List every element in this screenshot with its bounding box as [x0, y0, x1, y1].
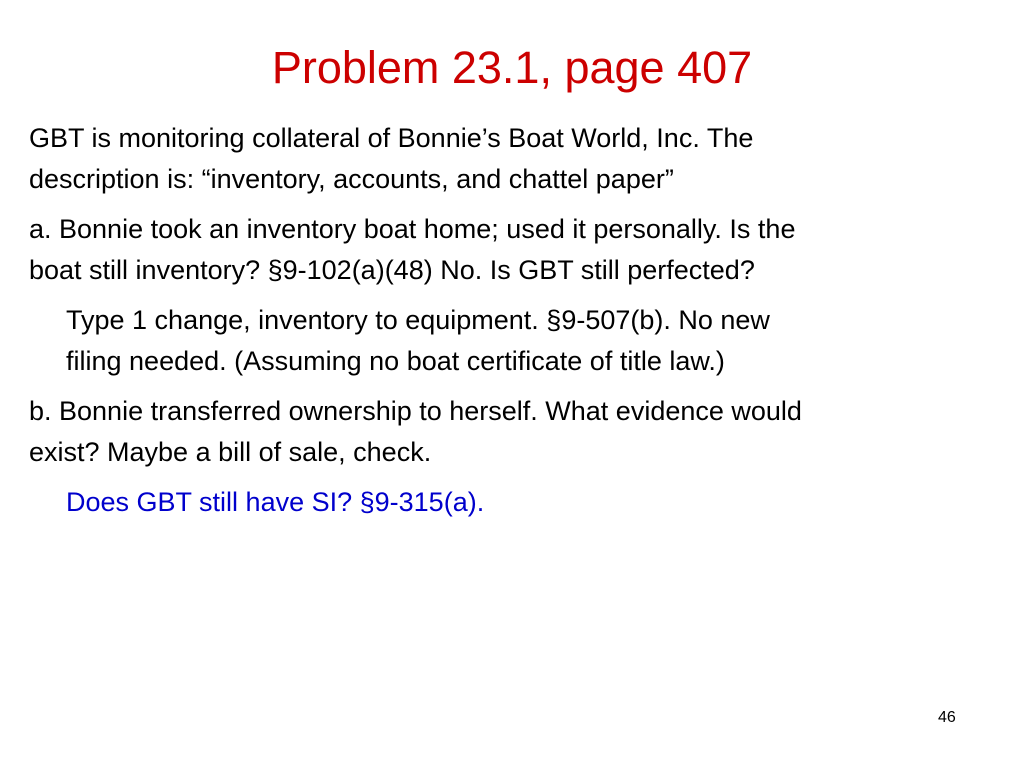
item-a-answer	[29, 300, 1019, 382]
intro-line-1: GBT is monitoring collateral of Bonnie’s Boat World, Inc. The	[29, 123, 754, 153]
item-b-question	[29, 482, 1019, 523]
slide-body	[29, 118, 1019, 532]
item-b-line-2: exist? Maybe a bill of sale, check.	[29, 437, 432, 467]
item-b-question-line: Does GBT still have SI? §9-315(a).	[66, 487, 485, 517]
item-a-line-1: a. Bonnie took an inventory boat home; used it personally. Is the	[29, 214, 796, 244]
item-a-line-2: boat still inventory? §9-102(a)(48) No. Is GBT still perfected?	[29, 255, 755, 285]
item-a-paragraph	[29, 209, 1019, 291]
intro-line-2: description is: “inventory, accounts, and chattel paper”	[29, 164, 674, 194]
item-a-answer-line-2: filing needed. (Assuming no boat certificate of title law.)	[66, 346, 725, 376]
item-a-answer-line-1: Type 1 change, inventory to equipment. §9-507(b). No new	[66, 305, 770, 335]
item-b-line-1: b. Bonnie transferred ownership to herself. What evidence would	[29, 396, 802, 426]
item-b-paragraph	[29, 391, 1019, 473]
page-number: 46	[938, 709, 956, 726]
intro-paragraph	[29, 118, 1019, 200]
slide-title: Problem 23.1, page 407	[271, 42, 753, 93]
